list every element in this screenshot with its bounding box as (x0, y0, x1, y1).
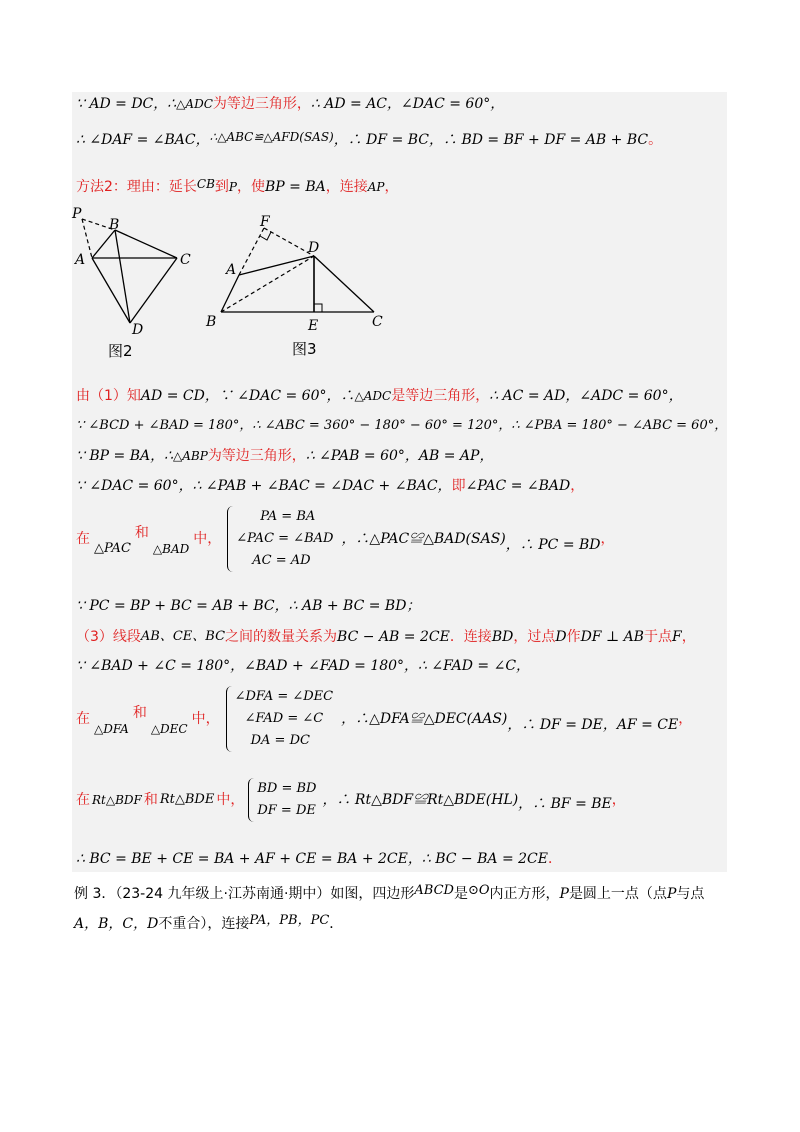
math-text: ，∴ Rt△BDF≌Rt△BDE(HL) (322, 792, 519, 808)
red-text: 和 (134, 525, 149, 541)
math-text: Rt△BDF (92, 793, 142, 807)
solution-line-9 (76, 596, 420, 616)
math-text: PA，PB，PC (249, 913, 330, 928)
math-text: ，∴ DF = DE，AF = CE (507, 717, 679, 733)
solution-line-12 (76, 686, 692, 752)
red-text: 。 (648, 132, 663, 148)
figure-3-caption: 图3 (292, 340, 317, 358)
label-c: C (180, 252, 191, 268)
math-text: P (666, 886, 677, 902)
right-angle-f (260, 232, 271, 240)
math-text: ∵ ∠DAC = 60°，∴ ∠PAB + ∠BAC = ∠DAC + ∠BAC， (76, 478, 452, 494)
red-text: 为等边三角形， (212, 96, 311, 112)
condition-1: ∠DFA = ∠DEC (234, 689, 334, 704)
segment-ab (92, 230, 115, 258)
method-2-line (76, 177, 399, 197)
math-text: BC − AB = 2CE (337, 629, 450, 645)
condition-brace (248, 778, 316, 822)
math-text: ，∴ PC = BD (505, 537, 601, 553)
condition-2: DF = DE (257, 803, 316, 818)
segment-cd (130, 258, 177, 323)
red-text: ， (681, 629, 696, 645)
red-text: 在 (76, 792, 90, 808)
solution-line-5 (76, 416, 727, 436)
segment-ad (239, 256, 314, 275)
math-text: ∵ BP = BA，∴ (76, 448, 174, 464)
solution-line-6 (76, 446, 493, 466)
label-d: D (308, 240, 320, 256)
math-text: ∴ BC = BE + CE = BA + AF + CE = BA + 2CE，∴ BC − BA = 2CE (76, 851, 548, 867)
red-text: 于点 (643, 629, 672, 645)
red-text: 是等边三角形， (391, 388, 490, 404)
solution-line-13 (76, 778, 626, 822)
red-text: 和 (143, 792, 158, 808)
example-text: 例 3．（23-24 九年级上·江苏南通·期中）如图，四边形 (74, 886, 415, 902)
red-text: 中， (193, 531, 222, 547)
example-text: 不重合），连接 (158, 916, 250, 932)
red-text: ． (547, 851, 562, 867)
math-text: AD = CD，∵ ∠DAC = 60°，∴ (140, 388, 355, 404)
math-text: AP (367, 180, 385, 194)
math-text: P (559, 886, 569, 902)
math-text: ，∴ BF = BE (518, 796, 612, 812)
math-text: △DFA (94, 722, 129, 736)
math-text: ∵ AD = DC，∴ (76, 96, 177, 112)
math-text: Rt△BDE (159, 792, 215, 807)
example-text: 是圆上一点（点 (568, 886, 667, 902)
red-text: ， (600, 531, 615, 547)
red-text: 到 (214, 179, 229, 195)
math-text: BP = BA (265, 179, 326, 195)
condition-brace (226, 686, 334, 752)
red-text: 和 (132, 705, 147, 721)
math-text: ∴ AD = AC，∠DAC = 60°， (310, 96, 505, 112)
condition-2: ∠PAC = ∠BAD (236, 531, 334, 546)
math-text: △BAD (152, 542, 190, 556)
red-text: 之间的数量关系为 (225, 629, 338, 645)
segment-af-dashed (239, 228, 264, 275)
solution-line-11 (76, 656, 530, 676)
solution-line-4 (76, 386, 683, 406)
math-text: ，∴△DFA≌△DEC(AAS) (341, 711, 508, 727)
example-text: ． (329, 916, 344, 932)
segment-bc (115, 230, 177, 258)
math-text: CB (196, 177, 215, 191)
math-text: ∵ ∠BCD + ∠BAD = 180°，∴ ∠ABC = 360° − 180° − 60° = 120°，∴ ∠PBA = 180° − ∠ABC = 60°， (76, 418, 728, 433)
math-text: ，∴ DF = BC，∴ BD = BF + DF = AB + BC (333, 132, 649, 148)
math-text: △DEC (150, 722, 188, 736)
label-a: A (226, 262, 237, 278)
figure-3 (196, 204, 396, 364)
math-text: DF ⊥ AB (580, 629, 644, 645)
math-text: ∴△ABC≌△AFD(SAS) (209, 130, 334, 144)
figure-2 (70, 204, 200, 364)
math-text: ∴ AC = AD，∠ADC = 60°， (489, 388, 683, 404)
math-text: ABCD (414, 883, 454, 898)
label-a: A (75, 252, 86, 268)
red-text: ，连接 (325, 179, 368, 195)
example-text: 内正方形， (489, 886, 560, 902)
red-text: ，过点 (513, 629, 556, 645)
red-text: 由（1）知 (76, 388, 141, 404)
example-text: 是 (453, 886, 468, 902)
label-p: P (72, 206, 82, 222)
label-b: B (206, 314, 217, 330)
red-text: 在 (76, 531, 90, 547)
red-text: 方法2：理由：延长 (76, 179, 197, 195)
math-text: P (228, 180, 237, 194)
math-text: ∵ ∠BAD + ∠C = 180°，∠BAD + ∠FAD = 180°，∴ ∠FAD = ∠C， (76, 658, 531, 674)
red-text: ， (570, 478, 585, 494)
solution-line-1 (76, 94, 504, 114)
math-text: △ADC (176, 97, 213, 111)
label-b: B (109, 217, 120, 233)
solution-line-2 (76, 130, 662, 150)
solution-line-7 (76, 476, 584, 496)
example-text: 与点 (676, 886, 705, 902)
segment-dc (314, 256, 374, 312)
red-text: 中， (191, 711, 220, 727)
condition-2: ∠FAD = ∠C (244, 711, 324, 726)
red-text: 作 (566, 629, 581, 645)
red-text: 即 (451, 478, 466, 494)
math-text: △ADC (354, 389, 392, 403)
right-angle-e (314, 304, 322, 312)
red-text: ， (384, 179, 399, 195)
example-3-line-1 (74, 884, 704, 904)
math-text: ，∴△PAC≌△BAD(SAS) (341, 531, 506, 547)
condition-brace (227, 506, 333, 572)
label-f: F (260, 214, 270, 230)
math-text: ∵ PC = BP + BC = AB + BC，∴ AB + BC = BD； (76, 598, 421, 614)
math-text: ∴ ∠PAB = 60°，AB = AP， (305, 448, 494, 464)
math-text: ∠PAC = ∠BAD (465, 478, 571, 494)
math-text: △ABP (173, 449, 208, 463)
segment-fd-dashed (264, 228, 314, 256)
red-text: ， (678, 711, 693, 727)
solution-line-8 (76, 506, 615, 572)
red-text: ．连接 (449, 629, 492, 645)
example-3-line-2 (74, 914, 343, 934)
math-text: ⊙O (467, 883, 490, 898)
math-text: AB、CE、BC (140, 629, 226, 644)
red-text: ，使 (237, 179, 265, 195)
math-text: △PAC (94, 541, 131, 556)
math-text: BD (491, 629, 514, 645)
part-3-line (76, 627, 696, 647)
figure-2-caption: 图2 (108, 342, 133, 360)
solution-line-14 (76, 849, 562, 869)
math-text: ∴ ∠DAF = ∠BAC， (76, 132, 210, 148)
math-text: F (671, 629, 682, 645)
red-text: 为等边三角形， (207, 448, 306, 464)
math-text: A，B，C，D (74, 916, 159, 932)
condition-1: PA = BA (260, 509, 316, 524)
condition-3: AC = AD (252, 553, 311, 568)
condition-1: BD = BD (257, 781, 317, 796)
condition-3: DA = DC (250, 733, 310, 748)
red-text: 在 (76, 711, 90, 727)
label-c: C (372, 314, 383, 330)
red-text: ， (611, 792, 626, 808)
label-d: D (132, 322, 144, 338)
math-text: D (555, 629, 567, 645)
label-e: E (308, 318, 319, 334)
red-text: （3）线段 (76, 629, 141, 645)
red-text: 中， (216, 792, 245, 808)
